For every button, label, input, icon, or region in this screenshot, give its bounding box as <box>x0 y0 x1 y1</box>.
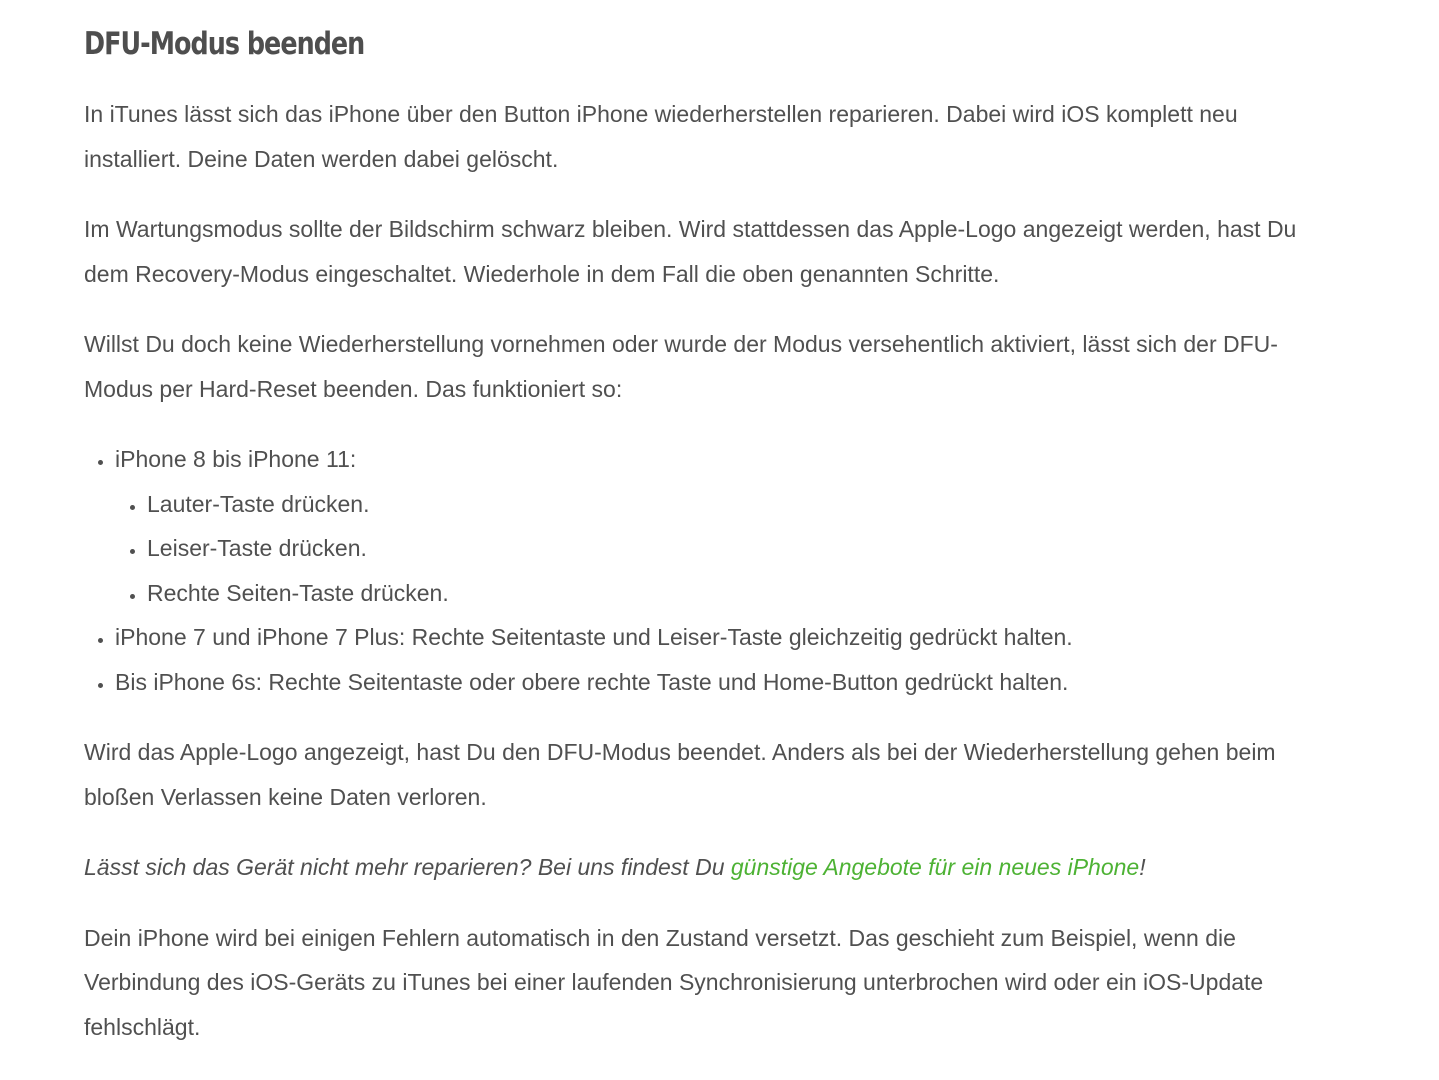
paragraph-automatic-dfu: Dein iPhone wird bei einigen Fehlern automatisch in den Zustand versetzt. Das geschieht zum Beispiel, wenn die Verbindung des iOS-Geräts zu iTunes bei einer laufenden Synchronisierung unterbrochen wird oder ein iOS-Update fehlschlägt. <box>84 924 1264 1040</box>
list-item: • Leiser-Taste drücken. <box>147 526 1304 571</box>
paragraph-hard-reset-intro: Willst Du doch keine Wiederherstellung vornehmen oder wurde der Modus versehentlich aktiviert, lässt sich der DFU-Modus per Hard-Reset beenden. Das funktioniert so: <box>84 331 1278 402</box>
article-content <box>84 22 1304 1075</box>
paragraph-itunes-restore: In iTunes lässt sich das iPhone über den Button iPhone wiederherstellen reparieren. Dabei wird iOS komplett neu installiert. Deine Daten werden dabei gelöscht. <box>84 101 1238 172</box>
promo-text: Lässt sich das Gerät nicht mehr reparieren? Bei uns findest Du <box>84 854 731 880</box>
list-item: • iPhone 7 und iPhone 7 Plus: Rechte Seitentaste und Leiser-Taste gleichzeitig gedrückt halten. <box>115 615 1304 660</box>
list-item <box>115 437 1304 615</box>
list-item-label: iPhone 8 bis iPhone 11: <box>115 446 357 472</box>
substeps-list <box>115 482 1304 616</box>
paragraph-dfu-ended: Wird das Apple-Logo angezeigt, hast Du den DFU-Modus beendet. Anders als bei der Wiederherstellung gehen beim bloßen Verlassen keine Daten verloren. <box>84 739 1276 810</box>
hard-reset-steps-list <box>84 437 1304 704</box>
paragraph-maintenance-mode: Im Wartungsmodus sollte der Bildschirm schwarz bleiben. Wird stattdessen das Apple-Logo angezeigt werden, hast Du dem Recovery-Modus eingeschaltet. Wiederhole in dem Fall die oben genannten Schritte. <box>84 216 1297 287</box>
promo-suffix: ! <box>1139 854 1146 880</box>
section-heading: DFU-Modus beenden <box>84 26 365 62</box>
list-item: • Lauter-Taste drücken. <box>147 482 1304 527</box>
list-item: • Rechte Seiten-Taste drücken. <box>147 571 1304 616</box>
promo-paragraph <box>84 845 1304 890</box>
new-iphone-offers-link[interactable]: günstige Angebote für ein neues iPhone <box>730 854 1140 880</box>
list-item: • Bis iPhone 6s: Rechte Seitentaste oder obere rechte Taste und Home-Button gedrückt halten. <box>115 660 1304 705</box>
